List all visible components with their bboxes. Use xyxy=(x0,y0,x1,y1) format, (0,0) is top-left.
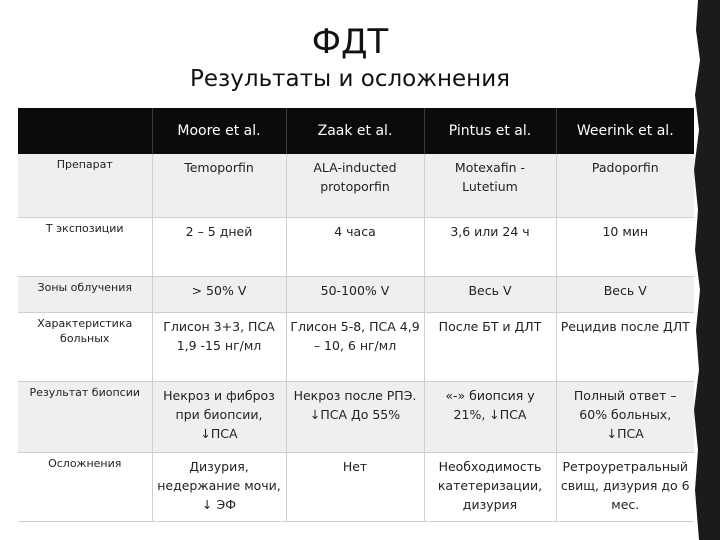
row-label: Характеристика больных xyxy=(18,313,152,382)
row-label: T экспозиции xyxy=(18,218,152,277)
table-cell: 4 часа xyxy=(286,218,424,277)
table-cell: Padoporfin xyxy=(556,154,694,218)
table-cell: «-» биопсия у 21%, ↓ПСА xyxy=(424,382,556,453)
table-cell: 10 мин xyxy=(556,218,694,277)
column-header: Zaak et al. xyxy=(286,108,424,154)
table-cell: Дизурия, недержание мочи, ↓ ЭФ xyxy=(152,453,286,522)
table-cell: 3,6 или 24 ч xyxy=(424,218,556,277)
slide-subtitle: Результаты и осложнения xyxy=(190,66,510,92)
table-cell: Необходимость катетеризации, дизурия xyxy=(424,453,556,522)
table-cell: Весь V xyxy=(556,277,694,313)
results-table xyxy=(18,108,694,522)
row-label: Результат биопсии xyxy=(18,382,152,453)
table-cell: > 50% V xyxy=(152,277,286,313)
table-cell: Некроз после РПЭ. ↓ПСА До 55% xyxy=(286,382,424,453)
table-cell: ALA-inducted protoporfin xyxy=(286,154,424,218)
table-header-row xyxy=(18,108,694,154)
slide-title: ФДТ xyxy=(311,22,389,62)
table-row xyxy=(18,382,694,453)
table-cell: Некроз и фиброз при биопсии, ↓ПСА xyxy=(152,382,286,453)
table-cell: 2 – 5 дней xyxy=(152,218,286,277)
table-cell: Глисон 3+3, ПСА 1,9 -15 нг/мл xyxy=(152,313,286,382)
table-cell: 50-100% V xyxy=(286,277,424,313)
table-cell: Весь V xyxy=(424,277,556,313)
table-cell: Нет xyxy=(286,453,424,522)
table-row xyxy=(18,154,694,218)
table-cell: После БТ и ДЛТ xyxy=(424,313,556,382)
row-label: Осложнения xyxy=(18,453,152,522)
column-header: Moore et al. xyxy=(152,108,286,154)
table-row xyxy=(18,277,694,313)
column-header: Pintus et al. xyxy=(424,108,556,154)
table-cell: Рецидив после ДЛТ xyxy=(556,313,694,382)
row-label: Препарат xyxy=(18,154,152,218)
table-cell: Motexafin - Lutetium xyxy=(424,154,556,218)
table-cell: Temoporfin xyxy=(152,154,286,218)
table-cell: Глисон 5-8, ПСА 4,9 – 10, 6 нг/мл xyxy=(286,313,424,382)
table-row xyxy=(18,313,694,382)
row-label: Зоны облучения xyxy=(18,277,152,313)
table-row xyxy=(18,218,694,277)
table-row xyxy=(18,453,694,522)
column-header: Weerink et al. xyxy=(556,108,694,154)
header-corner-cell xyxy=(18,108,152,154)
table-cell: Ретроуретральный свищ, дизурия до 6 мес. xyxy=(556,453,694,522)
table-cell: Полный ответ – 60% больных, ↓ПСА xyxy=(556,382,694,453)
